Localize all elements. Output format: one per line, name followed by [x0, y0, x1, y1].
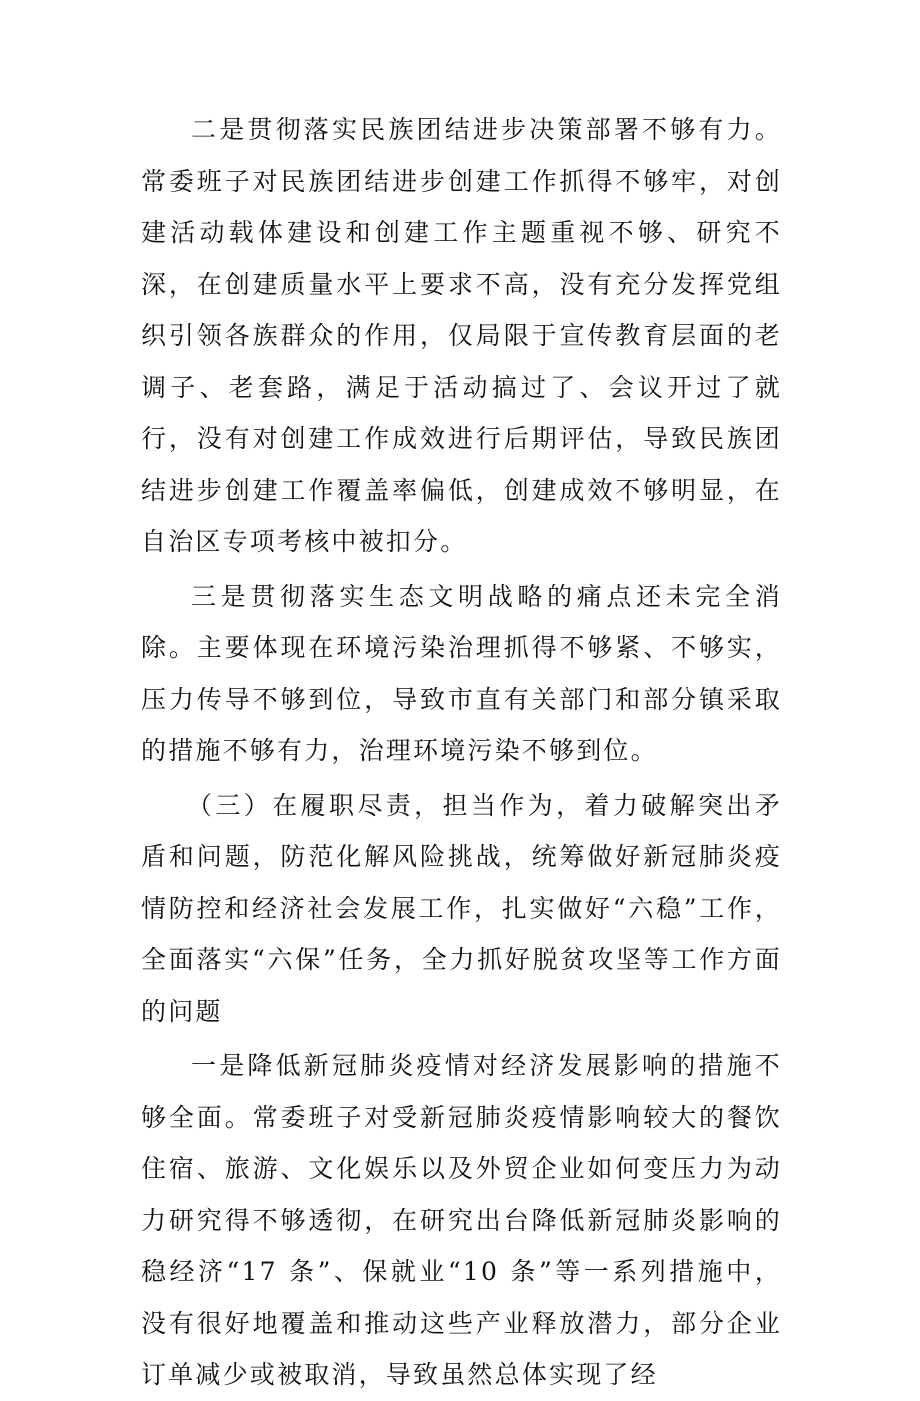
paragraph-covid-economy: 一是降低新冠肺炎疫情对经济发展影响的措施不够全面。常委班子对受新冠肺炎疫情影响较大的餐饮住宿、旅游、文化娱乐以及外贸企业如何变压力为动力研究得不够透彻，在研究出台降低新冠肺炎影响的稳经济“17 条”、保就业“10 条”等一系列措施中，没有很好地覆盖和推动这些产业释放潜力，部分企业订单减少或被取消，导致虽然总体实现了经 — [141, 1051, 782, 1389]
paragraph-ecological-civilization: 三是贯彻落实生态文明战略的痛点还未完全消除。主要体现在环境污染治理抓得不够紧、不够实，压力传导不够到位，导致市直有关部门和部分镇采取的措施不够有力，治理环境污染不够到位。 — [141, 581, 782, 765]
section-heading-three: （三）在履职尽责，担当作为，着力破解突出矛盾和问题，防范化解风险挑战，统筹做好新冠肺炎疫情防控和经济社会发展工作，扎实做好“六稳”工作，全面落实“六保”任务，全力抓好脱贫攻坚等工作方面的问题 — [141, 790, 782, 1026]
paragraph-ethnic-unity: 二是贯彻落实民族团结进步决策部署不够有力。常委班子对民族团结进步创建工作抓得不够牢，对创建活动载体建设和创建工作主题重视不够、研究不深，在创建质量水平上要求不高，没有充分发挥党组织引领各族群众的作用，仅局限于宣传教育层面的老调子、老套路，满足于活动搞过了、会议开过了就行，没有对创建工作成效进行后期评估，导致民族团结进步创建工作覆盖率偏低，创建成效不够明显，在自治区专项考核中被扣分。 — [141, 115, 782, 556]
